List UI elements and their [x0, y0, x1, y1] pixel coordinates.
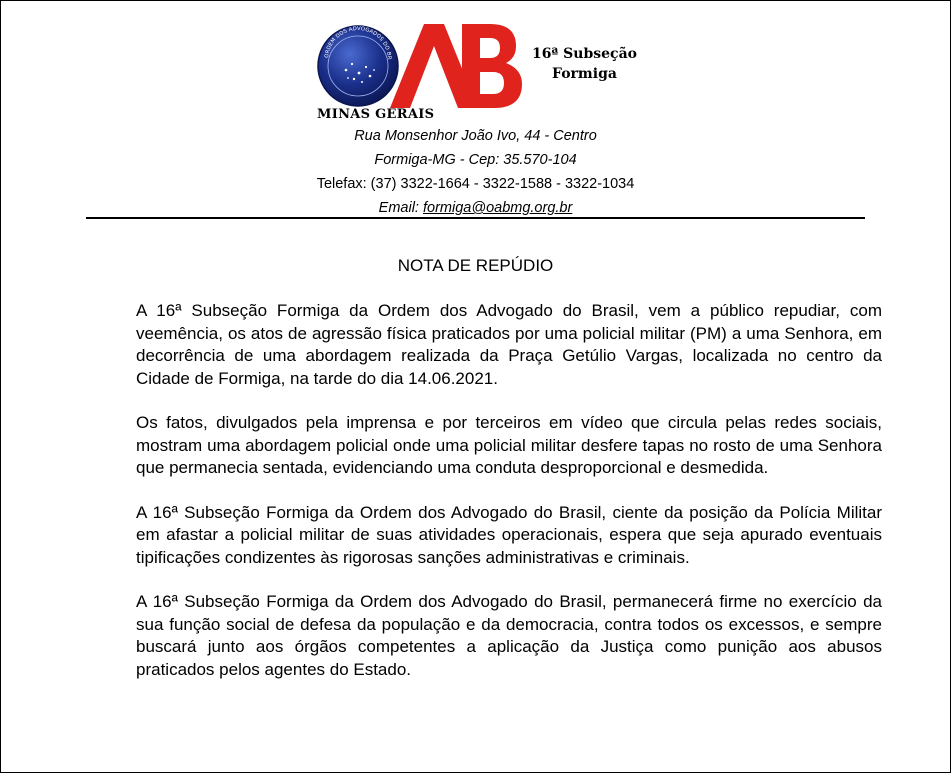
document-title: NOTA DE REPÚDIO: [397, 256, 554, 275]
seal-text: ORDEM DOS ADVOGADOS DO BR: [324, 25, 393, 60]
address-line-1: Rua Monsenhor João Ivo, 44 - Centro: [354, 128, 597, 144]
paragraph-1: A 16ª Subseção Formiga da Ordem dos Advogado do Brasil, vem a público repudiar, com veemência, os atos de agressão física praticados por uma policial militar (PM) a uma Senhora, em decorrência de uma abordagem realizada da Praça Getúlio Vargas, localizada no centro da Cidade de Formiga, na tarde do dia 14.06.2021.: [136, 301, 882, 388]
document-body: [136, 300, 882, 703]
letterhead-logo: [312, 18, 652, 128]
phone-line: Telefax: (37) 3322-1664 - 3322-1588 - 3322-1034: [316, 176, 635, 192]
oab-logo: [312, 18, 532, 110]
subsecao-label: [527, 44, 642, 84]
state-label: MINAS GERAIS: [317, 107, 435, 122]
address-line-2: Formiga-MG - Cep: 35.570-104: [374, 152, 577, 168]
paragraph-3: A 16ª Subseção Formiga da Ordem dos Advogado do Brasil, ciente da posição da Polícia Militar em afastar a policial militar de suas atividades operacionais, espera que seja apurado eventuais tipificações condizentes às rigorosas sanções administrativas e criminais.: [136, 502, 882, 567]
paragraph-4: A 16ª Subseção Formiga da Ordem dos Advogado do Brasil, permanecerá firme no exercício da sua função social de defesa da população e da democracia, contra todos os excessos, e sempre buscará junto aos órgãos competentes a aplicação da Justiça como punição aos abusos praticados pelos agentes do Estado.: [136, 592, 882, 679]
logo-letter-b: [462, 24, 522, 108]
email-label: Email:: [378, 200, 423, 216]
subsecao-line-2: Formiga: [552, 66, 617, 82]
subsecao-line-1: 16ª Subseção: [532, 46, 637, 62]
globe-seal-icon: [312, 18, 398, 106]
email-line: [0, 198, 951, 218]
paragraph-2: Os fatos, divulgados pela imprensa e por terceiros em vídeo que circula pelas redes sociais, mostram uma abordagem policial onde uma policial militar desfere tapas no rosto de uma Senhora que permanecia sentada, evidenciando uma conduta desproporcional e desmedida.: [136, 413, 882, 477]
email-link[interactable]: formiga@oabmg.org.br: [423, 200, 573, 216]
header-divider: [86, 217, 865, 219]
